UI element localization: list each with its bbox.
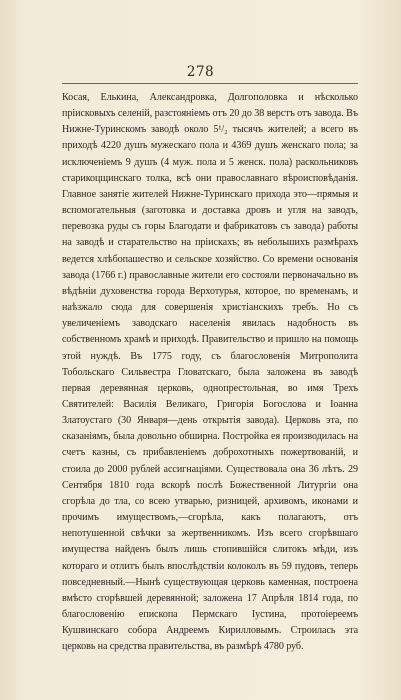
page-body xyxy=(62,90,358,655)
body-paragraph: Косая, Елькина, Александровка, Долгополовка и нѣсколько пріисковыхъ селеній, разстоянiемъ отъ 20 до 38 верстъ отъ завода. Въ Нижне-Туринскомъ заводѣ около 5¹/₂ тысячъ жителей; а всего въ приходѣ 4220 душъ мужескаго пола и 4369 душъ женскаго пола; за исключенiемъ 9 душъ (4 муж. пола и 5 женск. пола) раскольниковъ старикоцщинскаго толка, всѣ они православнаго вѣроисповѣданія. Главное занятіе жителей Нижне-Туринскаго прихода это—прямыя и вспомогательныя (заготовка и доставка дровъ и угля на заводъ, перевозка руды съ горы Благодати и фабрикатовъ съ завода) работы на заводѣ и старательство на пріискахъ; въ небольшихъ размѣрахъ ведется хлѣбопашество и сельское хозяйство. Со времени основанія завода (1766 г.) православные жители его состояли первоначально въ вѣдѣніи духовенства города Верхотурья, которое, по временамъ, и наѣзжало сюда для совершенія христіанскихъ требъ. Но съ увеличеніемъ заводскаго населенія явилась надобность въ собственномъ храмѣ и приходѣ. Правительство и пришло на помощь этой нуждѣ. Въ 1775 году, съ благословенія Митрополита Тобольскаго Сильвестра Гловатскаго, была заложена въ заводѣ первая деревянная церковь, однопрестольная, во имя Трехъ Святителей: Василія Великаго, Григорія Богослова и Іоанна Златоустаго (30 Января—день открытія завода). Церковь эта, по сказаніямъ, была довольно обширна. Постройка ея производилась на счетъ казны, съ прибавленіемъ доброхотныхъ пожертвованій, и стоила до 2000 рублей ассигнаціями. Существовала она 36 лѣтъ. 29 Сентября 1810 года вскорѣ послѣ Божественной Литургіи она сгорѣла до тла, со всею утварью, ризницей, архивомъ, иконами и прочимъ имуществомъ,—сгорѣла, какъ полагаютъ, отъ непотушенной свѣчки за жертвенникомъ. Изъ всего сгорѣвшаго имущества найденъ былъ лишь стопившійся слитокъ мѣди, изъ котораго и отлитъ былъ впослѣдствіи колоколъ въ 59 пудовъ, теперь повседневный.—Нынѣ существующая церковь каменная, построена вмѣсто сгорѣвшей деревянной; заложена 17 Апрѣля 1814 года, по благословенію епископа Пермскаго Іустина, протоіереемъ Кушвинскаго собора Андреемъ Кирилловымъ. Строилась эта церковь на средства правительства, въ размѣрѣ 4780 руб. xyxy=(62,92,358,653)
header-rule xyxy=(62,83,358,84)
page-number: 278 xyxy=(186,64,215,80)
